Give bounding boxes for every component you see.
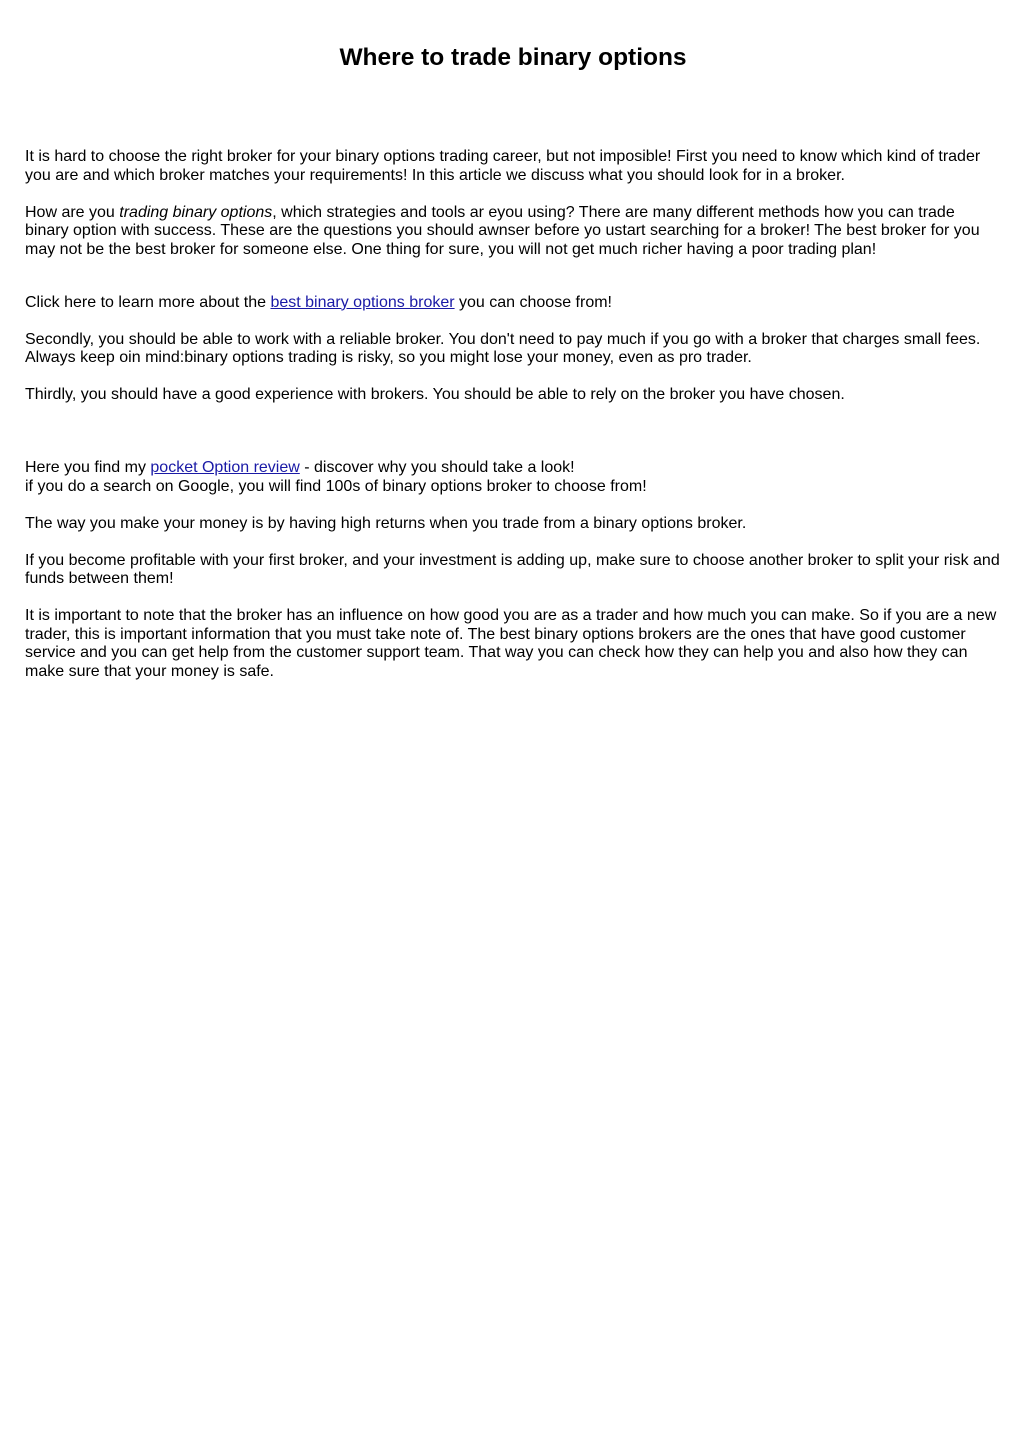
paragraph-text: Here you find my (25, 459, 151, 476)
paragraph-returns: The way you make your money is by having high returns when you trade from a binary options broker. (25, 514, 747, 532)
paragraph-customer-service: It is important to note that the broker has an influence on how good you are as a trader and how much you can make. So if you are a new trader, this is important information that you must take note of. The best binary options brokers are the ones that have good customer service and you can get help from the customer support team. That way you can check how they can help you and also how they can make sure that your money is safe. (25, 607, 997, 680)
emphasis-text: trading binary options (119, 203, 273, 221)
paragraph-experience: Thirdly, you should have a good experience with brokers. You should be able to rely on the broker you have chosen. (25, 386, 845, 403)
paragraph-trading-plan (25, 204, 1001, 260)
paragraph-text: How are you (25, 203, 120, 221)
paragraph-review (25, 459, 1001, 496)
spacer (25, 278, 1001, 294)
paragraph-text: Click here to learn more about the (25, 293, 271, 311)
paragraph-reliable-broker: Secondly, you should be able to work with a reliable broker. You don't need to pay much if you go with a broker that charges small fees. Always keep oin mind:binary options trading is risky, so you might lose your money, even as pro trader. (25, 330, 981, 366)
article-body (25, 148, 1001, 700)
spacer (25, 423, 1001, 459)
paragraph-text: if you do a search on Google, you will find 100s of binary options broker to choose from! (25, 477, 647, 495)
paragraph-text: , which strategies and tools ar eyou using? There are many different methods how you can trade binary option with success. These are the questions you should awnser before yo ustart searching for a broker! The best broker for you may not be the best broker for someone else. One thing for sure, you will not get much richer having a poor trading plan! (25, 203, 980, 258)
paragraph-text: you can choose from! (454, 293, 612, 311)
paragraph-best-broker (25, 294, 1001, 313)
page-title: Where to trade binary options (339, 44, 687, 71)
best-binary-options-broker-link[interactable]: best binary options broker (270, 293, 455, 311)
paragraph-text: - discover why you should take a look! (299, 459, 575, 476)
pocket-option-review-link[interactable]: pocket Option review (150, 459, 300, 476)
paragraph-split-risk: If you become profitable with your first broker, and your investment is adding up, make sure to choose another broker to split your risk and funds between them! (25, 551, 1000, 587)
paragraph-intro: It is hard to choose the right broker for your binary options trading career, but not imposible! First you need to know which kind of trader you are and which broker matches your requirements! In this article we discuss what you should look for in a broker. (25, 148, 981, 184)
